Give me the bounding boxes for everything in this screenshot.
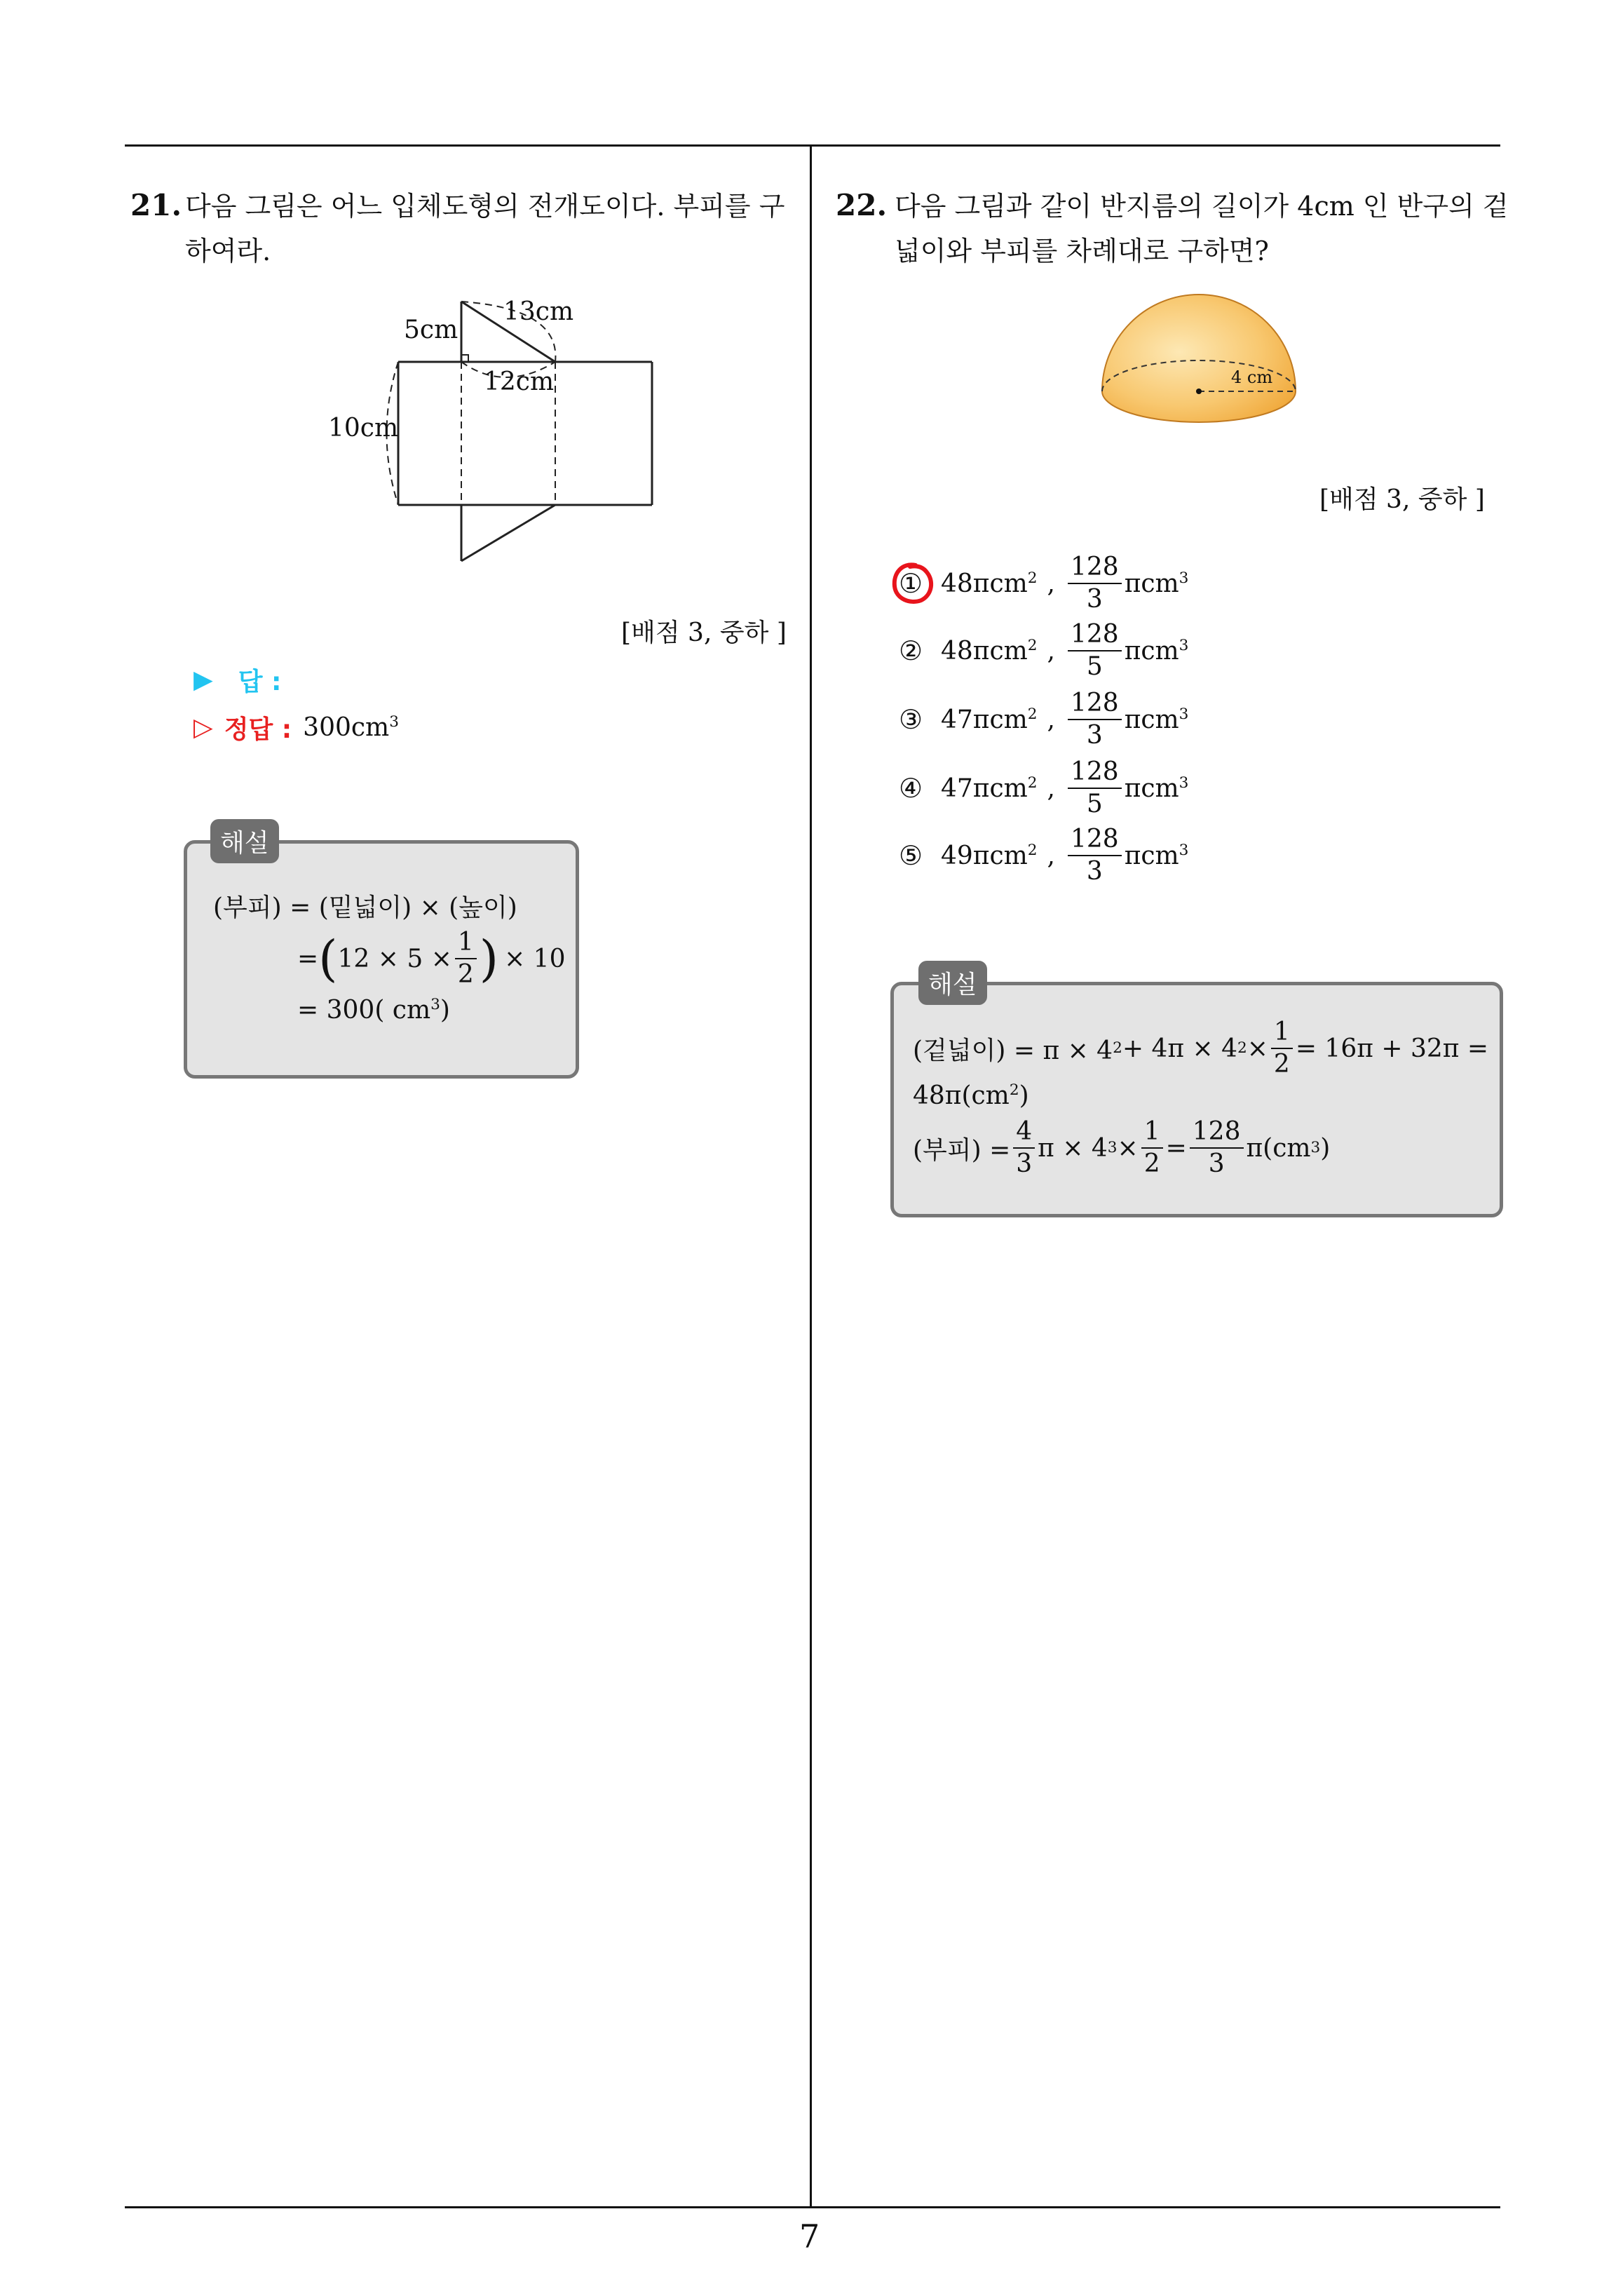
outline-play-icon: ▷ [193,713,213,742]
q21-number: 21. [130,188,182,222]
choice-volume-unit: πcm$^3$ [1124,774,1189,803]
choice-area: 48πcm$^2$ [941,569,1038,598]
q22-explanation-tag: 해설 [918,961,987,1005]
choice-area: 48πcm$^2$ [941,636,1038,666]
choice-comma: , [1047,569,1055,598]
choice-mark: ④ [899,773,923,804]
q21-label-10cm: 10cm [328,414,399,443]
q21-text-line2: 하여라. [185,236,271,266]
correct-value: $300cm^3$ [303,713,399,742]
choice-fraction: $\frac{128}{5}$ [1068,759,1122,817]
q22-expl-line1: (겉넓이) = π × 4 2 + 4π × 4 2 × $\frac{1}{2}$ = 16π + 32π = [913,1018,1489,1079]
choice-mark: ⑤ [899,840,923,871]
q21-explanation-tag: 해설 [210,819,279,863]
choice-volume-unit: πcm$^3$ [1124,636,1189,666]
choice-comma: , [1047,841,1055,870]
choice-volume-unit: πcm$^3$ [1124,705,1189,734]
choice-comma: , [1047,774,1055,803]
answer-label: 답 : [238,668,282,696]
q22-text-line2: 넓이와 부피를 차례대로 구하면? [895,236,1269,266]
q21-answer-row [193,662,281,698]
choice-fraction: $\frac{128}{3}$ [1068,827,1122,884]
page-number: 7 [799,2217,820,2255]
selected-circle-mark [889,560,938,609]
choice-1[interactable] [899,548,1188,619]
q21-expl-line2: = ( 12 × 5 × $\frac{1}{2}$ ) × 10 [297,928,566,989]
choice-5[interactable] [899,821,1188,891]
q22-text-line1: 다음 그림과 같이 반지름의 길이가 4cm 인 반구의 겉 [895,191,1509,222]
q21-text-line1: 다음 그림은 어느 입체도형의 전개도이다. 부피를 구 [185,191,785,222]
choice-fraction: $\frac{128}{3}$ [1068,691,1122,748]
q22-radius-label: 4 cm [1231,367,1273,387]
play-icon: ▶ [193,666,213,694]
choice-volume-unit: πcm$^3$ [1124,841,1189,870]
choice-fraction: $\frac{128}{5}$ [1068,622,1122,680]
q22-hemisphere-figure [1094,288,1304,442]
choice-comma: , [1047,636,1055,666]
choice-mark: ② [899,635,923,666]
choice-3[interactable] [899,684,1188,755]
choice-4[interactable] [899,753,1188,823]
q22-number: 22. [836,188,888,222]
choice-mark: ① [899,568,923,599]
choice-comma: , [1047,705,1055,734]
choice-2[interactable] [899,616,1188,686]
q21-label-5cm: 5cm [404,316,459,344]
choice-mark: ③ [899,704,923,735]
q21-expl-line1: (부피) = (밑넓이) × (높이) [213,893,517,922]
choice-area: 47πcm$^2$ [941,705,1038,734]
q21-label-12cm: 12cm [484,367,555,396]
choice-area: 47πcm$^2$ [941,774,1038,803]
q21-correct-row [193,710,399,745]
q21-expl-line3: = 300( $cm^3$) [297,996,450,1025]
top-rule [125,144,1500,147]
q21-score: [배점 3, 중하 ] [621,619,787,647]
q22-expl-line3: (부피) = $\frac{4}{3}$ π × 4 3 × $\frac{1}{2}$ = $\frac{128}{3}$ π(cm 3 ) [913,1117,1331,1178]
choice-fraction: $\frac{128}{3}$ [1068,555,1122,612]
choice-volume-unit: πcm$^3$ [1124,569,1189,598]
correct-label: 정답 : [224,715,292,744]
choice-area: 49πcm$^2$ [941,841,1038,870]
q22-score: [배점 3, 중하 ] [1319,485,1485,514]
q22-expl-line2: $48\pi(cm^2)$ [913,1081,1029,1110]
column-divider [810,144,812,2206]
bottom-rule [125,2206,1500,2208]
q21-label-13cm: 13cm [503,297,574,326]
